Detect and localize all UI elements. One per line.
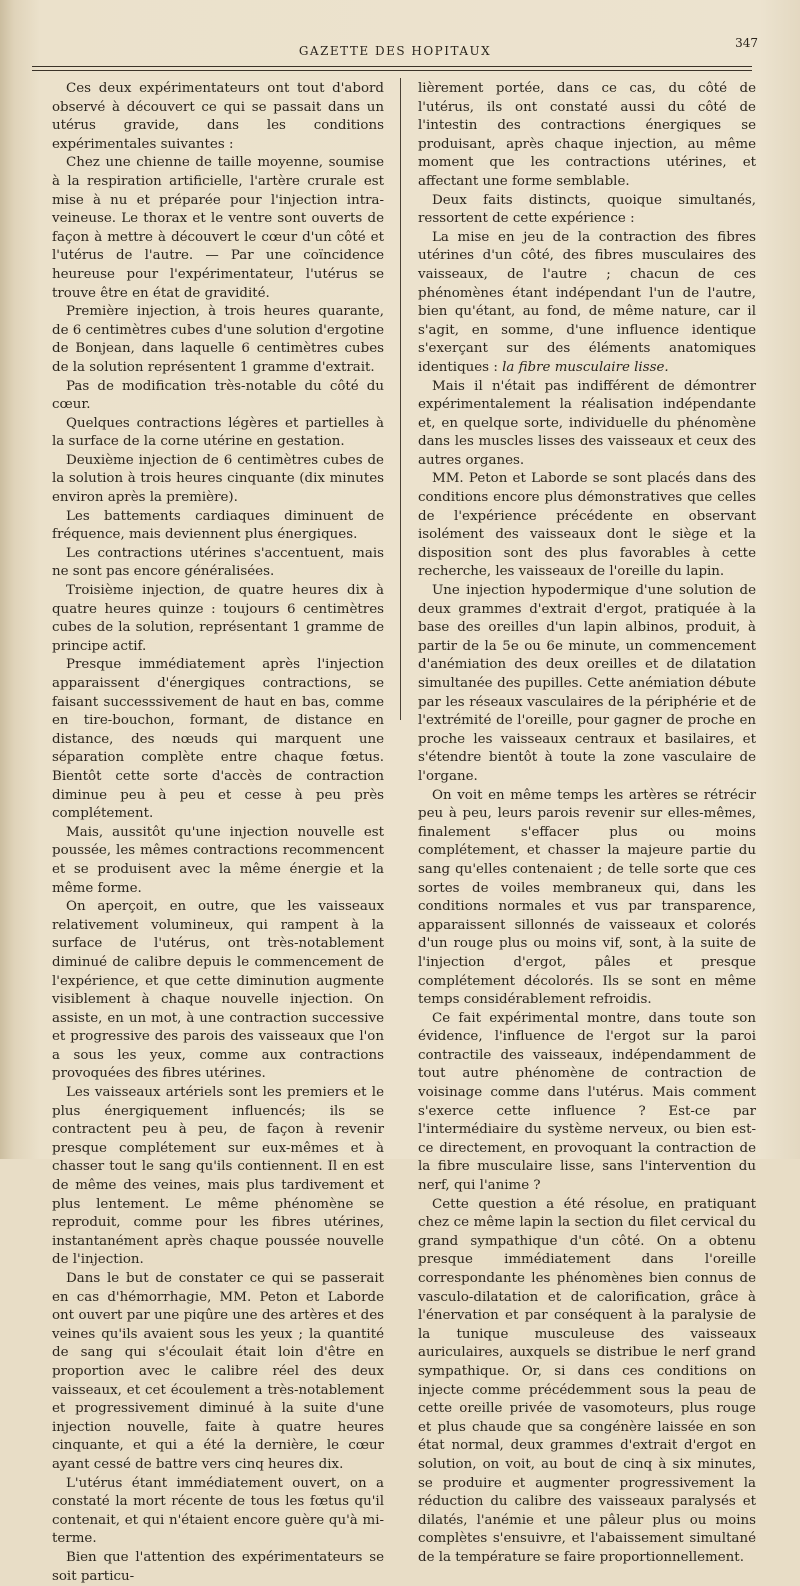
paragraph: Chez une chienne de taille moyenne, soumise à la respiration artificielle, l'artère crurale est mise à nu et préparée pour l'injection intra-veineuse. Le thorax et le ventre sont ouverts de façon à mettre à découvert le cœur d'un côté et l'utérus de l'autre. — Par une coïncidence heureuse pour l'expérimentateur, l'utérus se trouve être en état de gravidité. — [52, 155, 384, 301]
paragraph: Ce fait expérimental montre, dans toute son évidence, l'influence de l'ergot sur la paroi contractile des vaisseaux, indépendamment de tout autre phénomène de contraction de voisinage comme dans l'utérus. Mais comment s'exerce cette influence ? Est-ce par l'intermédiaire du système nerveux, ou bien est-ce directement, en provoquant la contraction de la fibre musculaire lisse, sans l'intervention du nerf, qui l'anime ? — [418, 1010, 756, 1194]
paragraph-text: La mise en jeu de la contraction des fibres utérines d'un côté, des fibres musculaires des vaisseaux, de l'autre ; chacun de ces phénomènes étant indépendant l'un de l'autre, bien qu'étant, au fond, de même nature, car il s'agit, en somme, d'une influence identique s'exerçant sur des éléments anatomiques identiques : — [418, 229, 756, 375]
paragraph: Dans le but de constater ce qui se passerait en cas d'hémorrhagie, MM. Peton et Laborde ont ouvert par une piqûre une des artères et des veines qu'ils avaient sous les yeux ; la quantité de sang qui s'écoulait était loin d'être en proportion avec le calibre réel des deux vaisseaux, et cet écoulement a très-notablement et progressivement diminué à la suite d'une injection nouvelle, faite à quatre heures cinquante, et qui a été la dernière, le cœur ayant cessé de battre vers cinq heures dix. — [52, 1271, 384, 1472]
paragraph: Deux faits distincts, quoique simultanés, ressortent de cette expérience : — [418, 192, 756, 227]
paragraph: lièrement portée, dans ce cas, du côté de l'utérus, ils ont constaté aussi du côté de l'intestin des contractions énergiques se produisant, après chaque injection, au même moment que les contractions utérines, et affectant une forme semblable. — [418, 81, 756, 189]
paragraph: Mais, aussitôt qu'une injection nouvelle est poussée, les mêmes contractions recommencent et se produisent avec la même énergie et la même forme. — [52, 824, 384, 896]
left-column — [52, 80, 384, 1586]
paragraph: Quelques contractions légères et partielles à la surface de la corne utérine en gestation. — [52, 415, 384, 450]
paragraph: Les battements cardiaques diminuent de fréquence, mais deviennent plus énergiques. — [52, 508, 384, 543]
paragraph: Première injection, à trois heures quarante, de 6 centimètres cubes d'une solution d'ergotine de Bonjean, dans laquelle 6 centimètres cubes de la solution représentent 1 gramme d'extrait. — [52, 304, 385, 375]
page-header — [30, 36, 760, 60]
paragraph: Les contractions utérines s'accentuent, mais ne sont pas encore généralisées. — [52, 545, 384, 580]
paragraph: Pas de modification très-notable du côté du cœur. — [52, 378, 384, 413]
right-column — [418, 80, 756, 1568]
paragraph: Presque immédiatement après l'injection apparaissent d'énergiques contractions, se faisant successsivement de haut en bas, comme en tire-bouchon, formant, de distance en distance, des nœuds qui marquent une séparation complète entre chaque fœtus. Bientôt cette sorte d'accès de contraction diminue peu à peu et cesse à peu près complétement. — [52, 657, 384, 822]
running-title: GAZETTE DES HOPITAUX — [298, 44, 492, 58]
paragraph — [418, 229, 756, 378]
header-rule — [32, 66, 752, 67]
paragraph: Troisième injection, de quatre heures dix à quatre heures quinze : toujours 6 centimètres cubes de la solution, représentant 1 gramme de principe actif. — [52, 583, 384, 654]
paragraph: Cette question a été résolue, en pratiquant chez ce même lapin la section du filet cervical du grand sympathique d'un côté. On a obtenu presque immédiatement dans l'oreille correspondante les phénomènes bien connus de vasculo-dilatation et de calorification, grâce à l'énervation et par conséquent à la paralysie de la tunique musculeuse des vaisseaux auriculaires, auxquels se distribue le nerf grand sympathique. Or, si dans ces conditions on injecte comme précédemment sous la peau de cette oreille privée de vasomoteurs, plus rouge et plus chaude que sa congénère laissée en son état normal, deux grammes d'extrait d'ergot en solution, on voit, au bout de cinq à six minutes, se produire et augmenter progressivement la réduction du calibre des vaisseaux paralysés et dilatés, l'anémie et une pâleur plus ou moins complètes s'ensuivre, et l'abaissement simultané de la température se faire proportionnellement. — [418, 1196, 756, 1565]
paragraph: Ces deux expérimentateurs ont tout d'abord observé à découvert ce qui se passait dans un utérus gravide, dans les conditions expérimentales suivantes : — [52, 81, 384, 152]
paragraph: On aperçoit, en outre, que les vaisseaux relativement volumineux, qui rampent à la surface de l'utérus, ont très-notablement diminué de calibre depuis le commencement de l'expérience, et que cette diminution augmente visiblement à chaque nouvelle injection. On assiste, en un mot, à une contraction successive et progressive des parois des vaisseaux que l'on a sous les yeux, comme aux contractions provoquées des fibres utérines. — [52, 899, 384, 1082]
paragraph: Mais il n'était pas indifférent de démontrer expérimentalement la réalisation indépendante et, en quelque sorte, individuelle du phénomène dans les muscles lisses des vaisseaux et ceux des autres organes. — [418, 378, 756, 468]
paragraph: L'utérus étant immédiatement ouvert, on a constaté la mort récente de tous les fœtus qu'il contenait, et qui n'étaient encore guère qu'à mi-terme. — [52, 1475, 384, 1547]
paragraph: Les vaisseaux artériels sont les premiers et le plus énergiquement influencés; ils se contractent peu à peu, de façon à revenir presque complétement sur eux-mêmes et à chasser tout le sang qu'ils contiennent. Il en est de même des veines, mais plus tardivement et plus lentement. Le même phénomène se reproduit, comme pour les fibres utérines, instantanément après chaque poussée nouvelle de l'injection. — [52, 1085, 384, 1268]
column-divider — [400, 78, 401, 720]
header-rule-secondary — [32, 70, 752, 71]
paragraph: MM. Peton et Laborde se sont placés dans des conditions encore plus démonstratives que celles de l'expérience précédente en observant isolément des vaisseaux dont le siège et la disposition sont des plus favorables à cette recherche, les vaisseaux de l'oreille du lapin. — [418, 471, 756, 580]
paragraph: Deuxième injection de 6 centimètres cubes de la solution à trois heures cinquante (dix minutes environ après la première). — [52, 452, 384, 506]
paragraph: On voit en même temps les artères se rétrécir peu à peu, leurs parois revenir sur elles-mêmes, finalement s'effacer plus ou moins complétement, et chasser la majeure partie du sang qu'elles contenaient ; de telle sorte que ces sortes de voiles membraneux qui, dans les conditions normales et vus par transparence, apparaissent sillonnés de vaisseaux et colorés d'un rouge plus ou moins vif, sont, à la suite de l'injection d'ergot, pâles et presque complétement décolorés. Ils se sont en même temps considérablement refroidis. — [418, 787, 756, 1008]
emphasis-text: la fibre musculaire lisse. — [502, 359, 669, 375]
paragraph: Une injection hypodermique d'une solution de deux grammes d'extrait d'ergot, pratiquée à la base des oreilles d'un lapin albinos, produit, à partir de la 5e ou 6e minute, un commencement d'anémiation des deux oreilles et de dilatation simultanée des pupilles. Cette anémiation débute par les réseaux vasculaires de la périphérie et de l'extrémité de l'oreille, pour gagner de proche en proche les vaisseaux centraux et basilaires, et s'étendre bientôt à toute la zone vasculaire de l'organe. — [418, 583, 756, 784]
paragraph: Bien que l'attention des expérimentateurs se soit particu- — [52, 1549, 384, 1584]
page-number: 347 — [735, 36, 758, 50]
